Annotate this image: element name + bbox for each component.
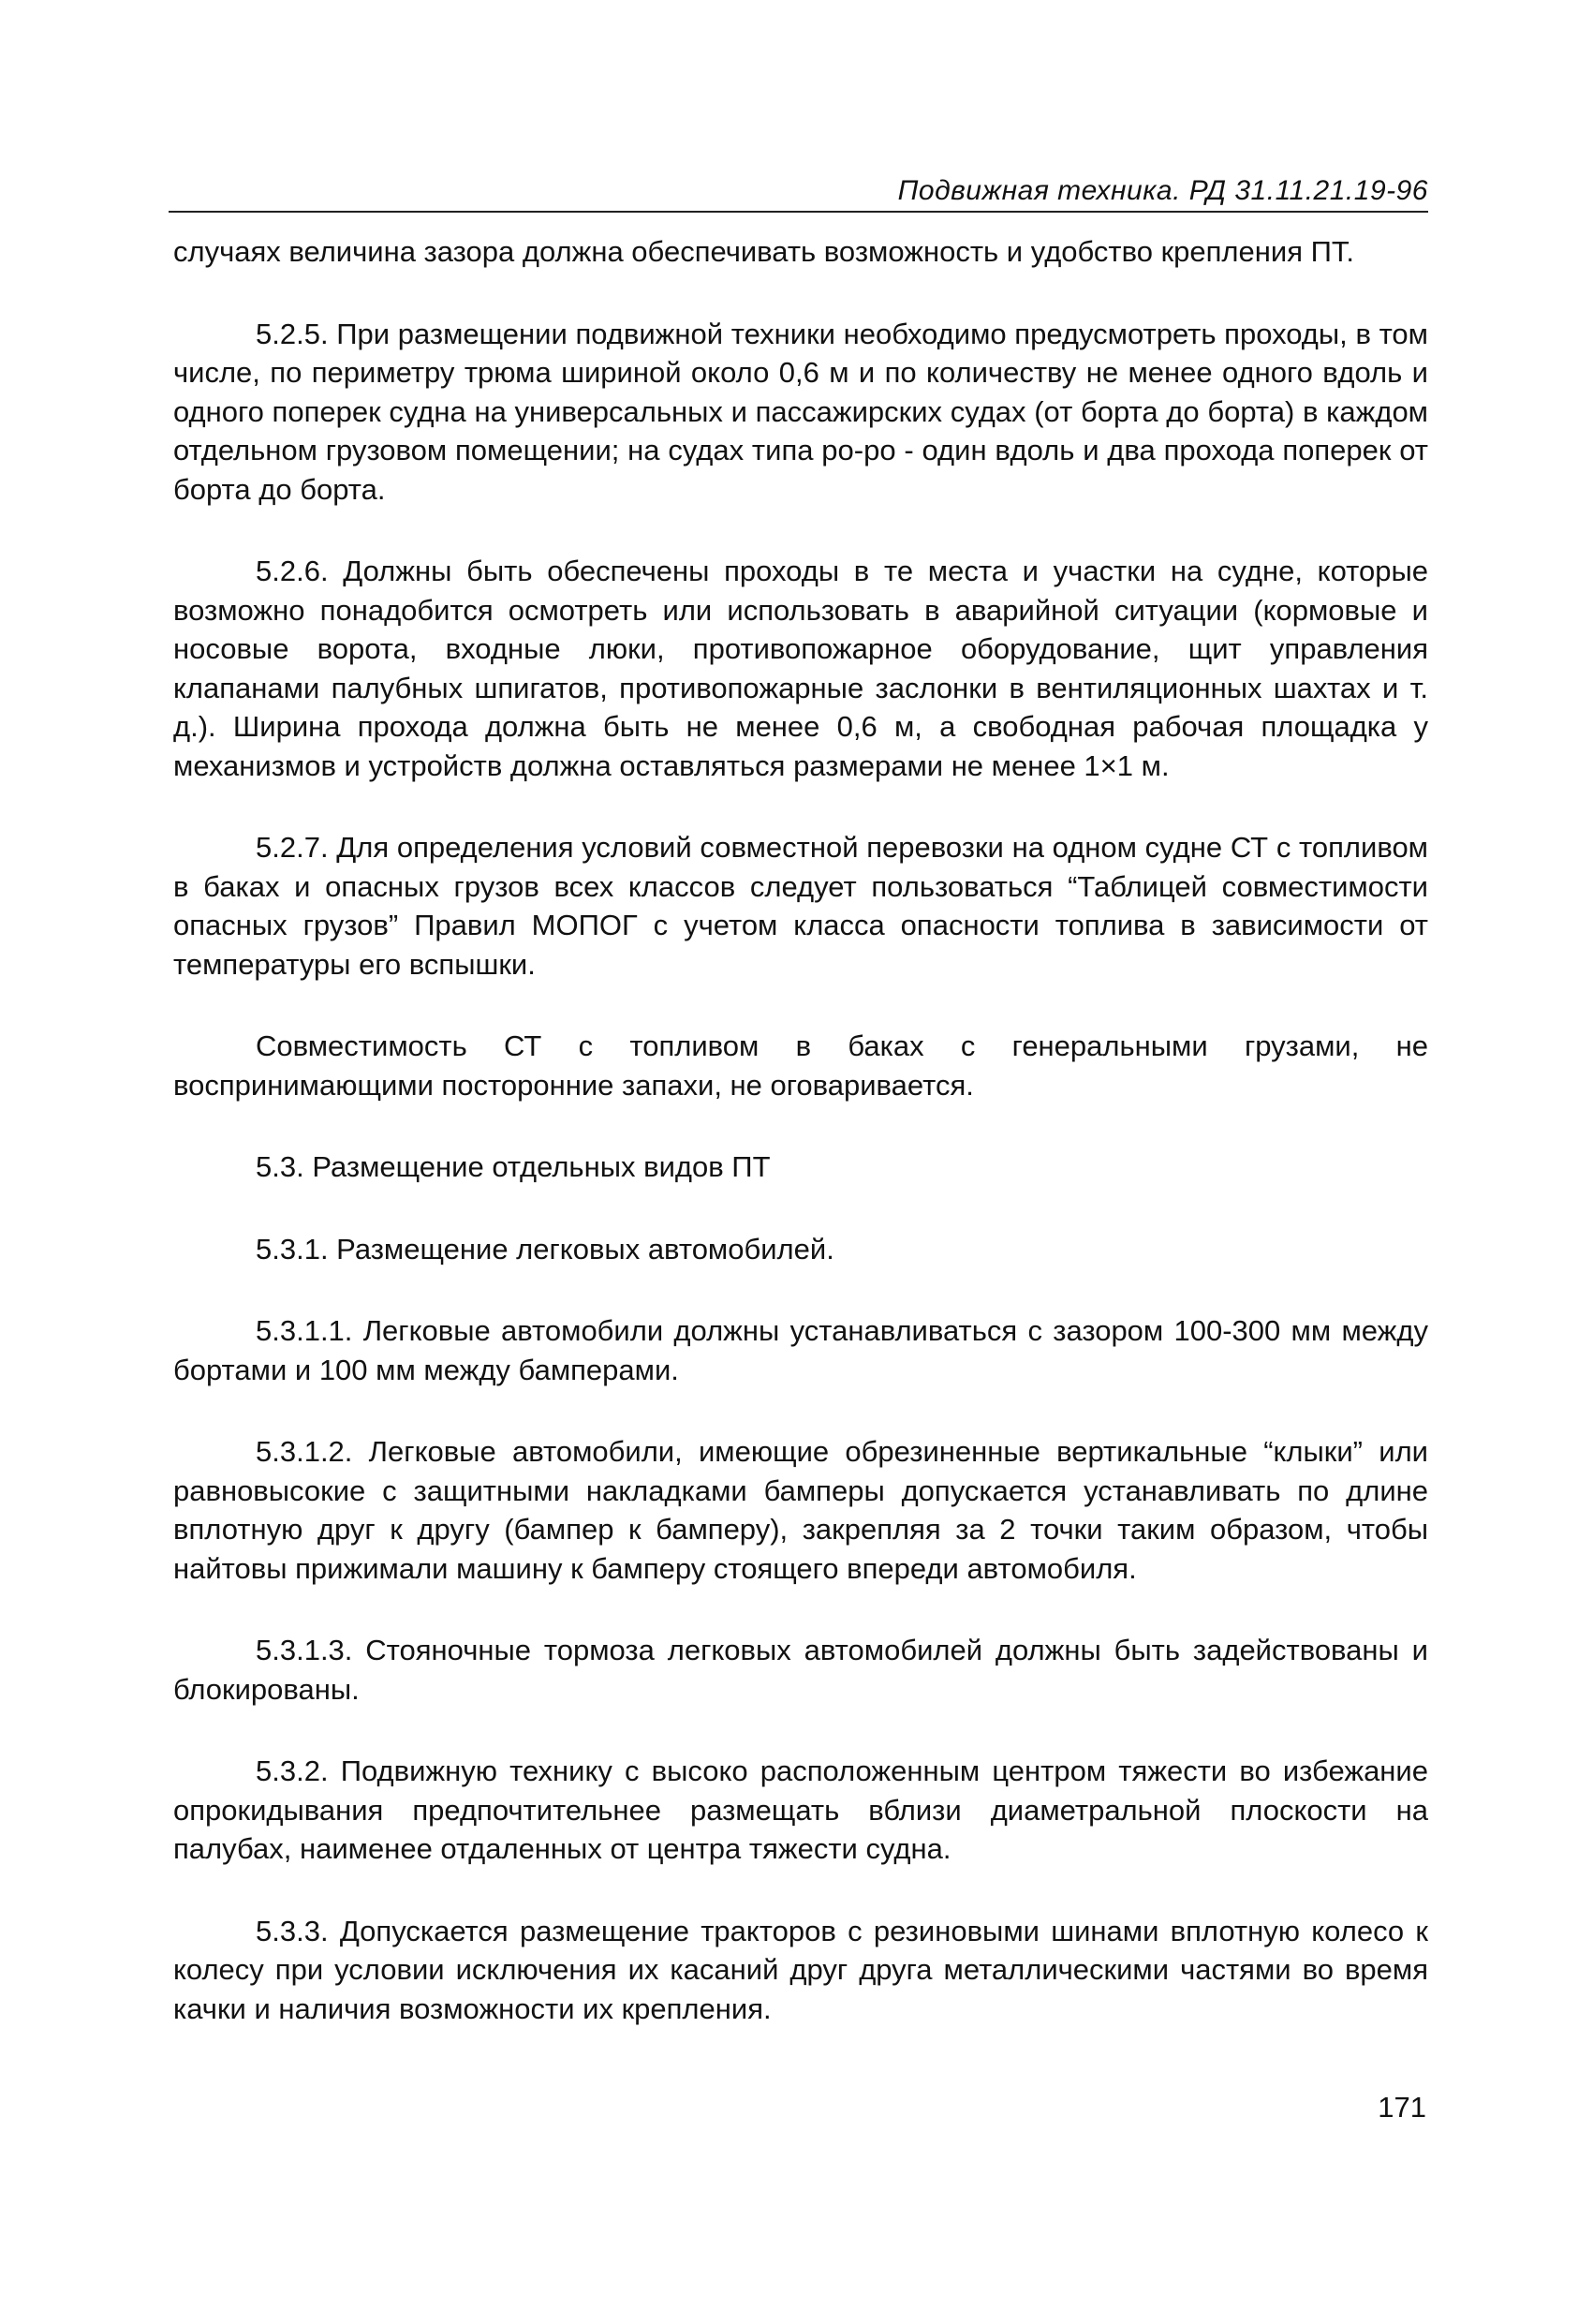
running-header	[169, 173, 1428, 213]
paragraph-5-2-6: 5.2.6. Должны быть обеспечены проходы в те места и участки на судне, которые возможно понадобится осмотреть или использовать в аварийной ситуации (кормовые и носовые ворота, входные люки, противопожарное оборудование, щит управления клапанами палубных шпигатов, противопожарные заслонки в вентиляционных шахтах и т. д.). Ширина прохода должна быть не менее 0,6 м, а свободная рабочая площадка у механизмов и устройств должна оставляться размерами не менее 1×1 м.	[173, 555, 1428, 782]
paragraph-5-3-1-2: 5.3.1.2. Легковые автомобили, имеющие обрезиненные вертикальные “клыки” или равновысокие с защитными накладками бамперы допускается устанавливать по длине вплотную друг к другу (бампер к бамперу), закрепляя за 2 точки таким образом, чтобы найтовы прижимали машину к бамперу стоящего впереди автомобиля.	[173, 1435, 1428, 1585]
running-header-title: Подвижная техника. РД 31.11.21.19-96	[897, 175, 1428, 206]
page-number: 171	[1378, 2091, 1426, 2124]
paragraph-5-2-7: 5.2.7. Для определения условий совместной перевозки на одном судне СТ с топливом в баках и опасных грузов всех классов следует пользоваться “Таблицей совместимости опасных грузов” Правил МОПОГ с учетом класса опасности топлива в зависимости от температуры его вспышки.	[173, 831, 1428, 981]
paragraph-5-3-1-1: 5.3.1.1. Легковые автомобили должны устанавливаться с зазором 100-300 мм между бортами и 100 мм между бамперами.	[173, 1314, 1428, 1386]
paragraph-compatibility: Совместимость СТ с топливом в баках с генеральными грузами, не воспринимающими посторонние запахи, не оговаривается.	[173, 1029, 1428, 1102]
paragraph-5-3-2: 5.3.2. Подвижную технику с высоко расположенным центром тяжести во избежание опрокидывания предпочтительнее размещать вблизи диаметральной плоскости на палубах, наименее отдаленных от центра тяжести судна.	[173, 1754, 1428, 1865]
section-heading-5-3-1: 5.3.1. Размещение легковых автомобилей.	[256, 1232, 834, 1266]
paragraph-5-2-5: 5.2.5. При размещении подвижной техники необходимо предусмотреть проходы, в том числе, по периметру трюма шириной около 0,6 м и по количеству не менее одного вдоль и одного поперек судна на универсальных и пассажирских судах (от борта до борта) в каждом отдельном грузовом помещении; на судах типа ро-ро - один вдоль и два прохода поперек от борта до борта.	[173, 317, 1428, 506]
paragraph-continuation: случаях величина зазора должна обеспечивать возможность и удобство крепления ПТ.	[173, 235, 1354, 268]
paragraph-5-3-3: 5.3.3. Допускается размещение тракторов с резиновыми шинами вплотную колесо к колесу при условии исключения их касаний друг друга металлическими частями во время качки и наличия возможности их крепления.	[173, 1914, 1428, 2025]
page-body	[173, 232, 1428, 2071]
paragraph-5-3-1-3: 5.3.1.3. Стояночные тормоза легковых автомобилей должны быть задействованы и блокированы.	[173, 1634, 1428, 1706]
section-heading-5-3: 5.3. Размещение отдельных видов ПТ	[256, 1150, 771, 1183]
